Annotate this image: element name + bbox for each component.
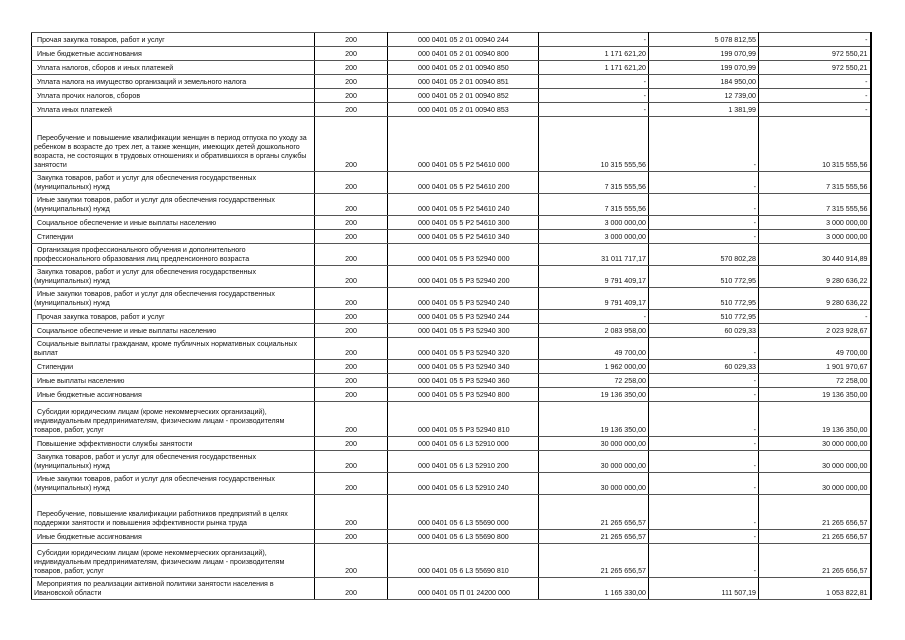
table-row	[32, 437, 871, 451]
row-name-cell: Уплата налогов, сборов и иных платежей	[32, 61, 315, 75]
executed-amount-cell: 111 507,19	[649, 578, 759, 600]
executed-amount-cell: -	[649, 451, 759, 473]
line-code-cell: 200	[315, 117, 388, 172]
executed-amount-cell: 60 029,33	[649, 360, 759, 374]
table-row	[32, 47, 871, 61]
line-code-cell: 200	[315, 388, 388, 402]
row-name-cell: Иные бюджетные ассигнования	[32, 47, 315, 61]
unexecuted-amount-cell: 21 265 656,57	[759, 530, 871, 544]
approved-amount-cell: -	[539, 75, 649, 89]
approved-amount-cell: 21 265 656,57	[539, 495, 649, 530]
line-code-cell: 200	[315, 451, 388, 473]
unexecuted-amount-cell: 2 023 928,67	[759, 324, 871, 338]
approved-amount-cell: 3 000 000,00	[539, 230, 649, 244]
approved-amount-cell: 7 315 555,56	[539, 172, 649, 194]
row-name-cell: Закупка товаров, работ и услуг для обеспечения государственных (муниципальных) нужд	[32, 172, 315, 194]
budget-code-cell: 000 0401 05 5 P3 52940 244	[388, 310, 539, 324]
budget-code-cell: 000 0401 05 5 P2 54610 340	[388, 230, 539, 244]
executed-amount-cell: -	[649, 216, 759, 230]
unexecuted-amount-cell: -	[759, 310, 871, 324]
line-code-cell: 200	[315, 103, 388, 117]
approved-amount-cell: 30 000 000,00	[539, 437, 649, 451]
budget-code-cell: 000 0401 05 5 P3 52940 340	[388, 360, 539, 374]
executed-amount-cell: -	[649, 402, 759, 437]
line-code-cell: 200	[315, 89, 388, 103]
line-code-cell: 200	[315, 61, 388, 75]
line-code-cell: 200	[315, 216, 388, 230]
table-row	[32, 33, 871, 47]
table-row	[32, 172, 871, 194]
line-code-cell: 200	[315, 230, 388, 244]
table-row	[32, 216, 871, 230]
approved-amount-cell: 49 700,00	[539, 338, 649, 360]
budget-code-cell: 000 0401 05 6 L3 55690 000	[388, 495, 539, 530]
row-name-cell: Уплата прочих налогов, сборов	[32, 89, 315, 103]
unexecuted-amount-cell: -	[759, 75, 871, 89]
table-body	[32, 33, 871, 600]
executed-amount-cell: 570 802,28	[649, 244, 759, 266]
row-name-cell: Иные закупки товаров, работ и услуг для обеспечения государственных (муниципальных) нужд	[32, 473, 315, 495]
executed-amount-cell: -	[649, 230, 759, 244]
approved-amount-cell: 3 000 000,00	[539, 216, 649, 230]
table-row	[32, 402, 871, 437]
approved-amount-cell: 21 265 656,57	[539, 544, 649, 578]
line-code-cell: 200	[315, 75, 388, 89]
budget-code-cell: 000 0401 05 6 L3 55690 810	[388, 544, 539, 578]
row-name-cell: Иные выплаты населению	[32, 374, 315, 388]
row-name-cell: Уплата иных платежей	[32, 103, 315, 117]
row-name-cell: Иные бюджетные ассигнования	[32, 530, 315, 544]
approved-amount-cell: 30 000 000,00	[539, 473, 649, 495]
table-row	[32, 103, 871, 117]
unexecuted-amount-cell: 9 280 636,22	[759, 266, 871, 288]
row-name-cell: Мероприятия по реализации активной политики занятости населения в Ивановской области	[32, 578, 315, 600]
unexecuted-amount-cell: 7 315 555,56	[759, 194, 871, 216]
line-code-cell: 200	[315, 33, 388, 47]
executed-amount-cell: -	[649, 338, 759, 360]
approved-amount-cell: 21 265 656,57	[539, 530, 649, 544]
budget-code-cell: 000 0401 05 2 01 00940 852	[388, 89, 539, 103]
unexecuted-amount-cell: 30 000 000,00	[759, 451, 871, 473]
table-row	[32, 451, 871, 473]
budget-code-cell: 000 0401 05 5 P3 52940 300	[388, 324, 539, 338]
unexecuted-amount-cell: 21 265 656,57	[759, 544, 871, 578]
executed-amount-cell: -	[649, 388, 759, 402]
row-name-cell: Повышение эффективности службы занятости	[32, 437, 315, 451]
unexecuted-amount-cell: 30 000 000,00	[759, 473, 871, 495]
executed-amount-cell: 199 070,99	[649, 61, 759, 75]
row-name-cell: Субсидии юридическим лицам (кроме некоммерческих организаций), индивидуальным предпринимателям, физическим лицам - производителям товаров, работ, услуг	[32, 544, 315, 578]
executed-amount-cell: 510 772,95	[649, 288, 759, 310]
approved-amount-cell: 19 136 350,00	[539, 388, 649, 402]
approved-amount-cell: 9 791 409,17	[539, 288, 649, 310]
unexecuted-amount-cell: 9 280 636,22	[759, 288, 871, 310]
row-name-cell: Организация профессионального обучения и дополнительного профессионального образования лиц предпенсионного возраста	[32, 244, 315, 266]
executed-amount-cell: 510 772,95	[649, 310, 759, 324]
unexecuted-amount-cell: 30 000 000,00	[759, 437, 871, 451]
unexecuted-amount-cell: 19 136 350,00	[759, 402, 871, 437]
approved-amount-cell: -	[539, 89, 649, 103]
budget-code-cell: 000 0401 05 5 P3 52940 800	[388, 388, 539, 402]
row-name-cell: Закупка товаров, работ и услуг для обеспечения государственных (муниципальных) нужд	[32, 451, 315, 473]
approved-amount-cell: 9 791 409,17	[539, 266, 649, 288]
unexecuted-amount-cell: -	[759, 33, 871, 47]
row-name-cell: Социальные выплаты гражданам, кроме публичных нормативных социальных выплат	[32, 338, 315, 360]
row-name-cell: Иные закупки товаров, работ и услуг для обеспечения государственных (муниципальных) нужд	[32, 288, 315, 310]
executed-amount-cell: 510 772,95	[649, 266, 759, 288]
budget-code-cell: 000 0401 05 2 01 00940 851	[388, 75, 539, 89]
line-code-cell: 200	[315, 324, 388, 338]
table-row	[32, 194, 871, 216]
line-code-cell: 200	[315, 374, 388, 388]
line-code-cell: 200	[315, 544, 388, 578]
table-row	[32, 530, 871, 544]
unexecuted-amount-cell: 1 901 970,67	[759, 360, 871, 374]
budget-code-cell: 000 0401 05 6 L3 52910 200	[388, 451, 539, 473]
executed-amount-cell: -	[649, 495, 759, 530]
row-name-cell: Прочая закупка товаров, работ и услуг	[32, 33, 315, 47]
table-row	[32, 338, 871, 360]
executed-amount-cell: 184 950,00	[649, 75, 759, 89]
row-name-cell: Переобучение и повышение квалификации женщин в период отпуска по уходу за ребенком в возрасте до трех лет, а также женщин, имеющих детей дошкольного возраста, не состоящих в трудовых отношениях и обратившихся в органы службы занятости	[32, 117, 315, 172]
budget-code-cell: 000 0401 05 2 01 00940 853	[388, 103, 539, 117]
budget-code-cell: 000 0401 05 6 L3 52910 240	[388, 473, 539, 495]
row-name-cell: Социальное обеспечение и иные выплаты населению	[32, 216, 315, 230]
unexecuted-amount-cell: 972 550,21	[759, 47, 871, 61]
line-code-cell: 200	[315, 266, 388, 288]
unexecuted-amount-cell: 10 315 555,56	[759, 117, 871, 172]
table-row	[32, 288, 871, 310]
unexecuted-amount-cell: 19 136 350,00	[759, 388, 871, 402]
budget-code-cell: 000 0401 05 5 P2 54610 240	[388, 194, 539, 216]
line-code-cell: 200	[315, 310, 388, 324]
row-name-cell: Прочая закупка товаров, работ и услуг	[32, 310, 315, 324]
approved-amount-cell: -	[539, 33, 649, 47]
line-code-cell: 200	[315, 578, 388, 600]
table-row	[32, 578, 871, 600]
executed-amount-cell: -	[649, 117, 759, 172]
line-code-cell: 200	[315, 194, 388, 216]
approved-amount-cell: 2 083 958,00	[539, 324, 649, 338]
budget-code-cell: 000 0401 05 6 L3 55690 800	[388, 530, 539, 544]
approved-amount-cell: 1 165 330,00	[539, 578, 649, 600]
unexecuted-amount-cell: -	[759, 89, 871, 103]
budget-code-cell: 000 0401 05 5 P2 54610 300	[388, 216, 539, 230]
line-code-cell: 200	[315, 338, 388, 360]
executed-amount-cell: -	[649, 530, 759, 544]
line-code-cell: 200	[315, 437, 388, 451]
budget-code-cell: 000 0401 05 5 P3 52940 810	[388, 402, 539, 437]
row-name-cell: Социальное обеспечение и иные выплаты населению	[32, 324, 315, 338]
approved-amount-cell: 30 000 000,00	[539, 451, 649, 473]
approved-amount-cell: 1 962 000,00	[539, 360, 649, 374]
row-name-cell: Переобучение, повышение квалификации работников предприятий в целях поддержки занятости и повышения эффективности рынка труда	[32, 495, 315, 530]
table-row	[32, 244, 871, 266]
budget-code-cell: 000 0401 05 2 01 00940 850	[388, 61, 539, 75]
executed-amount-cell: -	[649, 437, 759, 451]
table-row	[32, 544, 871, 578]
unexecuted-amount-cell: 7 315 555,56	[759, 172, 871, 194]
line-code-cell: 200	[315, 473, 388, 495]
executed-amount-cell: 5 078 812,55	[649, 33, 759, 47]
table-row	[32, 388, 871, 402]
approved-amount-cell: 1 171 621,20	[539, 61, 649, 75]
table-row	[32, 495, 871, 530]
unexecuted-amount-cell: 72 258,00	[759, 374, 871, 388]
approved-amount-cell: 31 011 717,17	[539, 244, 649, 266]
executed-amount-cell: 1 381,99	[649, 103, 759, 117]
line-code-cell: 200	[315, 530, 388, 544]
budget-code-cell: 000 0401 05 5 P3 52940 240	[388, 288, 539, 310]
table-row	[32, 310, 871, 324]
approved-amount-cell: 10 315 555,56	[539, 117, 649, 172]
line-code-cell: 200	[315, 495, 388, 530]
budget-code-cell: 000 0401 05 5 P3 52940 320	[388, 338, 539, 360]
unexecuted-amount-cell: -	[759, 103, 871, 117]
budget-code-cell: 000 0401 05 5 P3 52940 000	[388, 244, 539, 266]
row-name-cell: Стипендии	[32, 230, 315, 244]
budget-execution-table	[31, 32, 872, 600]
unexecuted-amount-cell: 30 440 914,89	[759, 244, 871, 266]
table-row	[32, 230, 871, 244]
line-code-cell: 200	[315, 244, 388, 266]
table-row	[32, 374, 871, 388]
row-name-cell: Иные закупки товаров, работ и услуг для обеспечения государственных (муниципальных) нужд	[32, 194, 315, 216]
executed-amount-cell: 12 739,00	[649, 89, 759, 103]
executed-amount-cell: 60 029,33	[649, 324, 759, 338]
approved-amount-cell: 7 315 555,56	[539, 194, 649, 216]
budget-code-cell: 000 0401 05 5 P3 52940 200	[388, 266, 539, 288]
executed-amount-cell: -	[649, 473, 759, 495]
approved-amount-cell: 1 171 621,20	[539, 47, 649, 61]
row-name-cell: Субсидии юридическим лицам (кроме некоммерческих организаций), индивидуальным предпринимателям, физическим лицам - производителям товаров, работ, услуг	[32, 402, 315, 437]
row-name-cell: Закупка товаров, работ и услуг для обеспечения государственных (муниципальных) нужд	[32, 266, 315, 288]
approved-amount-cell: 72 258,00	[539, 374, 649, 388]
executed-amount-cell: -	[649, 194, 759, 216]
row-name-cell: Уплата налога на имущество организаций и земельного налога	[32, 75, 315, 89]
executed-amount-cell: -	[649, 374, 759, 388]
table-row	[32, 117, 871, 172]
budget-code-cell: 000 0401 05 2 01 00940 800	[388, 47, 539, 61]
unexecuted-amount-cell: 21 265 656,57	[759, 495, 871, 530]
budget-code-cell: 000 0401 05 6 L3 52910 000	[388, 437, 539, 451]
approved-amount-cell: -	[539, 310, 649, 324]
unexecuted-amount-cell: 3 000 000,00	[759, 216, 871, 230]
line-code-cell: 200	[315, 360, 388, 374]
budget-code-cell: 000 0401 05 5 P3 52940 360	[388, 374, 539, 388]
executed-amount-cell: -	[649, 172, 759, 194]
line-code-cell: 200	[315, 288, 388, 310]
report-table	[31, 32, 872, 600]
approved-amount-cell: 19 136 350,00	[539, 402, 649, 437]
table-row	[32, 473, 871, 495]
unexecuted-amount-cell: 972 550,21	[759, 61, 871, 75]
table-row	[32, 61, 871, 75]
line-code-cell: 200	[315, 402, 388, 437]
table-row	[32, 89, 871, 103]
unexecuted-amount-cell: 3 000 000,00	[759, 230, 871, 244]
line-code-cell: 200	[315, 172, 388, 194]
budget-code-cell: 000 0401 05 П 01 24200 000	[388, 578, 539, 600]
unexecuted-amount-cell: 49 700,00	[759, 338, 871, 360]
executed-amount-cell: 199 070,99	[649, 47, 759, 61]
budget-code-cell: 000 0401 05 5 P2 54610 000	[388, 117, 539, 172]
row-name-cell: Иные бюджетные ассигнования	[32, 388, 315, 402]
budget-code-cell: 000 0401 05 5 P2 54610 200	[388, 172, 539, 194]
table-row	[32, 324, 871, 338]
table-row	[32, 266, 871, 288]
approved-amount-cell: -	[539, 103, 649, 117]
line-code-cell: 200	[315, 47, 388, 61]
executed-amount-cell: -	[649, 544, 759, 578]
table-row	[32, 75, 871, 89]
unexecuted-amount-cell: 1 053 822,81	[759, 578, 871, 600]
row-name-cell: Стипендии	[32, 360, 315, 374]
budget-code-cell: 000 0401 05 2 01 00940 244	[388, 33, 539, 47]
table-row	[32, 360, 871, 374]
